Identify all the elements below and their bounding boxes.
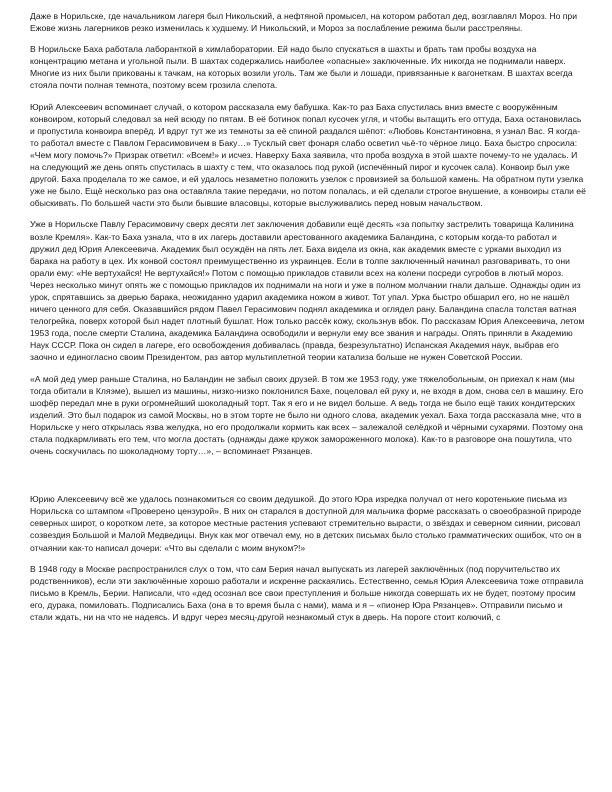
paragraph-grandfather-letters: Юрию Алексеевичу всё же удалось познакомиться со своим дедушкой. До этого Юра изредка получал от него коротенькие письма из Норильска со штампом «Проверено цензурой». В них он старался в доступной для мальчика форме рассказать о своеобразной природе северных широт, о коротком лете, за которое местные растения успевают стремительно вырасти, о звёздах и северном сиянии, рисовал созвездия Большой и Малой Медведицы. Внук как мог отвечал ему, но в детских письмах было столько грамматических ошибок, что он в отчаянии как-то написал дочери: «Что вы сделали с моим внуком?!» [30, 494, 582, 553]
paragraph-mine-episode: Юрий Алексеевич вспоминает случай, о котором рассказала ему бабушка. Как-то раз Баха спустилась вниз вместе с вооружённым конвоиром, который следовал за ней всюду по пятам. В её ботинок попал кусочек угля, и чтобы вытащить его оттуда, Баха остановилась и пропустила конвоира вперёд. И вдруг тут же из темноты за её спиной раздался шёпот: «Любовь Константиновна, я узнал Вас. Я когда-то работал вместе с Павлом Герасимовичем в Баку…» Тусклый свет фонаря слабо осветил чьё-то чёрное лицо. Баха быстро спросила: «Чем могу помочь?» Призрак ответил: «Всем!» и исчез. Наверху Баха заявила, что проба воздуха в этой шахте почему-то не удалась. И на следующий же день опять спустилась в шахту с тем, что оказалось под рукой (испечённый пирог и кусочек сала). Конвоир был уже другой. Баха проделала то же самое, и ей удалось незаметно положить узелок с провизией за большой камень. На обратном пути узелка уже не было. Ещё несколько раз она оставляла такие передачи, но потом попалась, и ей сделали строгое внушение, а конвоиры стали её обыскивать. По большей части это были бывшие власовцы, которые выслуживались перед новым начальством. [30, 101, 586, 209]
paragraph-balandin-camp: Уже в Норильске Павлу Герасимовичу сверх десяти лет заключения добавили ещё десять «за попытку застрелить товарища Калинина возле Кремля». Как-то Баха узнала, что в их лагерь доставили арестованного академика Баландина, с которым когда-то работал и дружил дед Юрия Алексеевича. Академик был осуждён на пять лет. Баха видела из окна, как академик вместе с урками выходил из барака на работу в цех. Их конвой состоял преимущественно из украинцев. Если в толпе заключенный начинал разговаривать, то они орали ему: «Не вертухайся! Не вертухайся!» Потом с помощью прикладов ставили всех на колени посреди сугробов в лютый мороз. Через несколько минут опять же с помощью прикладов их поднимали на ноги и уже в полном молчании гнали дальше. Однажды один из урок, спрятавшись за дверью барака, неожиданно ударил академика ножом в живот. Тот упал. Урка быстро обшарил его, но не нашёл ничего ценного для себя. Оказавшийся рядом Павел Герасимович поднял академика и оглядел рану. Баландина спасла толстая ватная телогрейка, поверх которой был надет плотный бушлат. Нож только рассёк кожу, скользнув вбок. По рассказам Юрия Алексеевича, летом 1953 года, после смерти Сталина, академика Баландина освободили и вернули ему все звания и награды. Опять приняли в Академию Наук СССР. Пока он сидел в лагере, его освобождения добивалась (правда, безрезультатно) Испанская Академия наук, выбрав его заочно и единогласно своим Президентом, раз автор мультиплетной теории катализа больше не нужен Советской России. [30, 219, 585, 363]
document-page [30, 10, 586, 623]
paragraph-norilsk-camp-heads: Даже в Норильске, где начальником лагеря был Никольский, а нефтяной промысел, на котором работал дед, возглавлял Мороз. Но при Ежове жизнь лагерников резко изменилась к худшему. И Никольский, и Мороз за послабление режима были расстреляны. [30, 11, 578, 34]
paragraph-1948-petition: В 1948 году в Москве распространился слух о том, что сам Берия начал выпускать из лагерей заключённых (под поручительство их родственников), если эти заключённые хорошо работали и искренне раскаялись. Естественно, семья Юрия Алексеевича тоже отправила письмо в Кремль, Берии. Написали, что «дед осознал все свои преступления и больше никогда совершать их не будет, поэтому просим его, дурака, помиловать. Подписались Баха (она в то время была с нами), мама и я – «пионер Юра Рязанцев». Отправили письмо и стали ждать, ни на что не надеясь. И вдруг через месяц-другой незнакомый стук в дверь. На пороге стоит колючий, с [30, 563, 584, 623]
paragraph-quote-cake: «А мой дед умер раньше Сталина, но Баландин не забыл своих друзей. В том же 1953 году, уже тяжелобольным, он приехал к нам (мы тогда обитали в Кляэме), вышел из машины, низко-низко поклонился Бахе, поцеловал ей руку и, не входя в дом, снова сел в машину. Его шофёр передал мне в руки огромнейший шоколадный торт. Так я его и не видел больше. А ведь тогда не было ещё таких кондитерских изделий. Это был подарок из самой Москвы, но в этом торте не было ни одного слова, академик уехал. Баха тогда рассказала мне, что в Норильске у него открылась язва желудка, но его продолжали кормить как всех – залежалой селёдкой и чёрными сухарями. Поэтому она стала подкармливать его тем, что могла достать (однажды даже кружок замороженного молока). Как-то в разговоре она пошутила, что очень соскучилась по шоколадному торту…», – вспоминает Рязанцев. [30, 373, 584, 457]
paragraph-chemlab-mines: В Норильске Баха работала лаборанткой в химлаборатории. Ей надо было спускаться в шахты и брать там пробы воздуха на концентрацию метана и угольной пыли. В шахтах содержались наиболее «опасные» заключенные. Их никогда не поднимали наверх. Многие из них были прикованы к тачкам, на которых возили уголь. Там же были и лошади, привязанные к вагонеткам. В шахтах всегда стояла почти полная темнота, поэтому всем грозила слепота. [30, 44, 573, 91]
